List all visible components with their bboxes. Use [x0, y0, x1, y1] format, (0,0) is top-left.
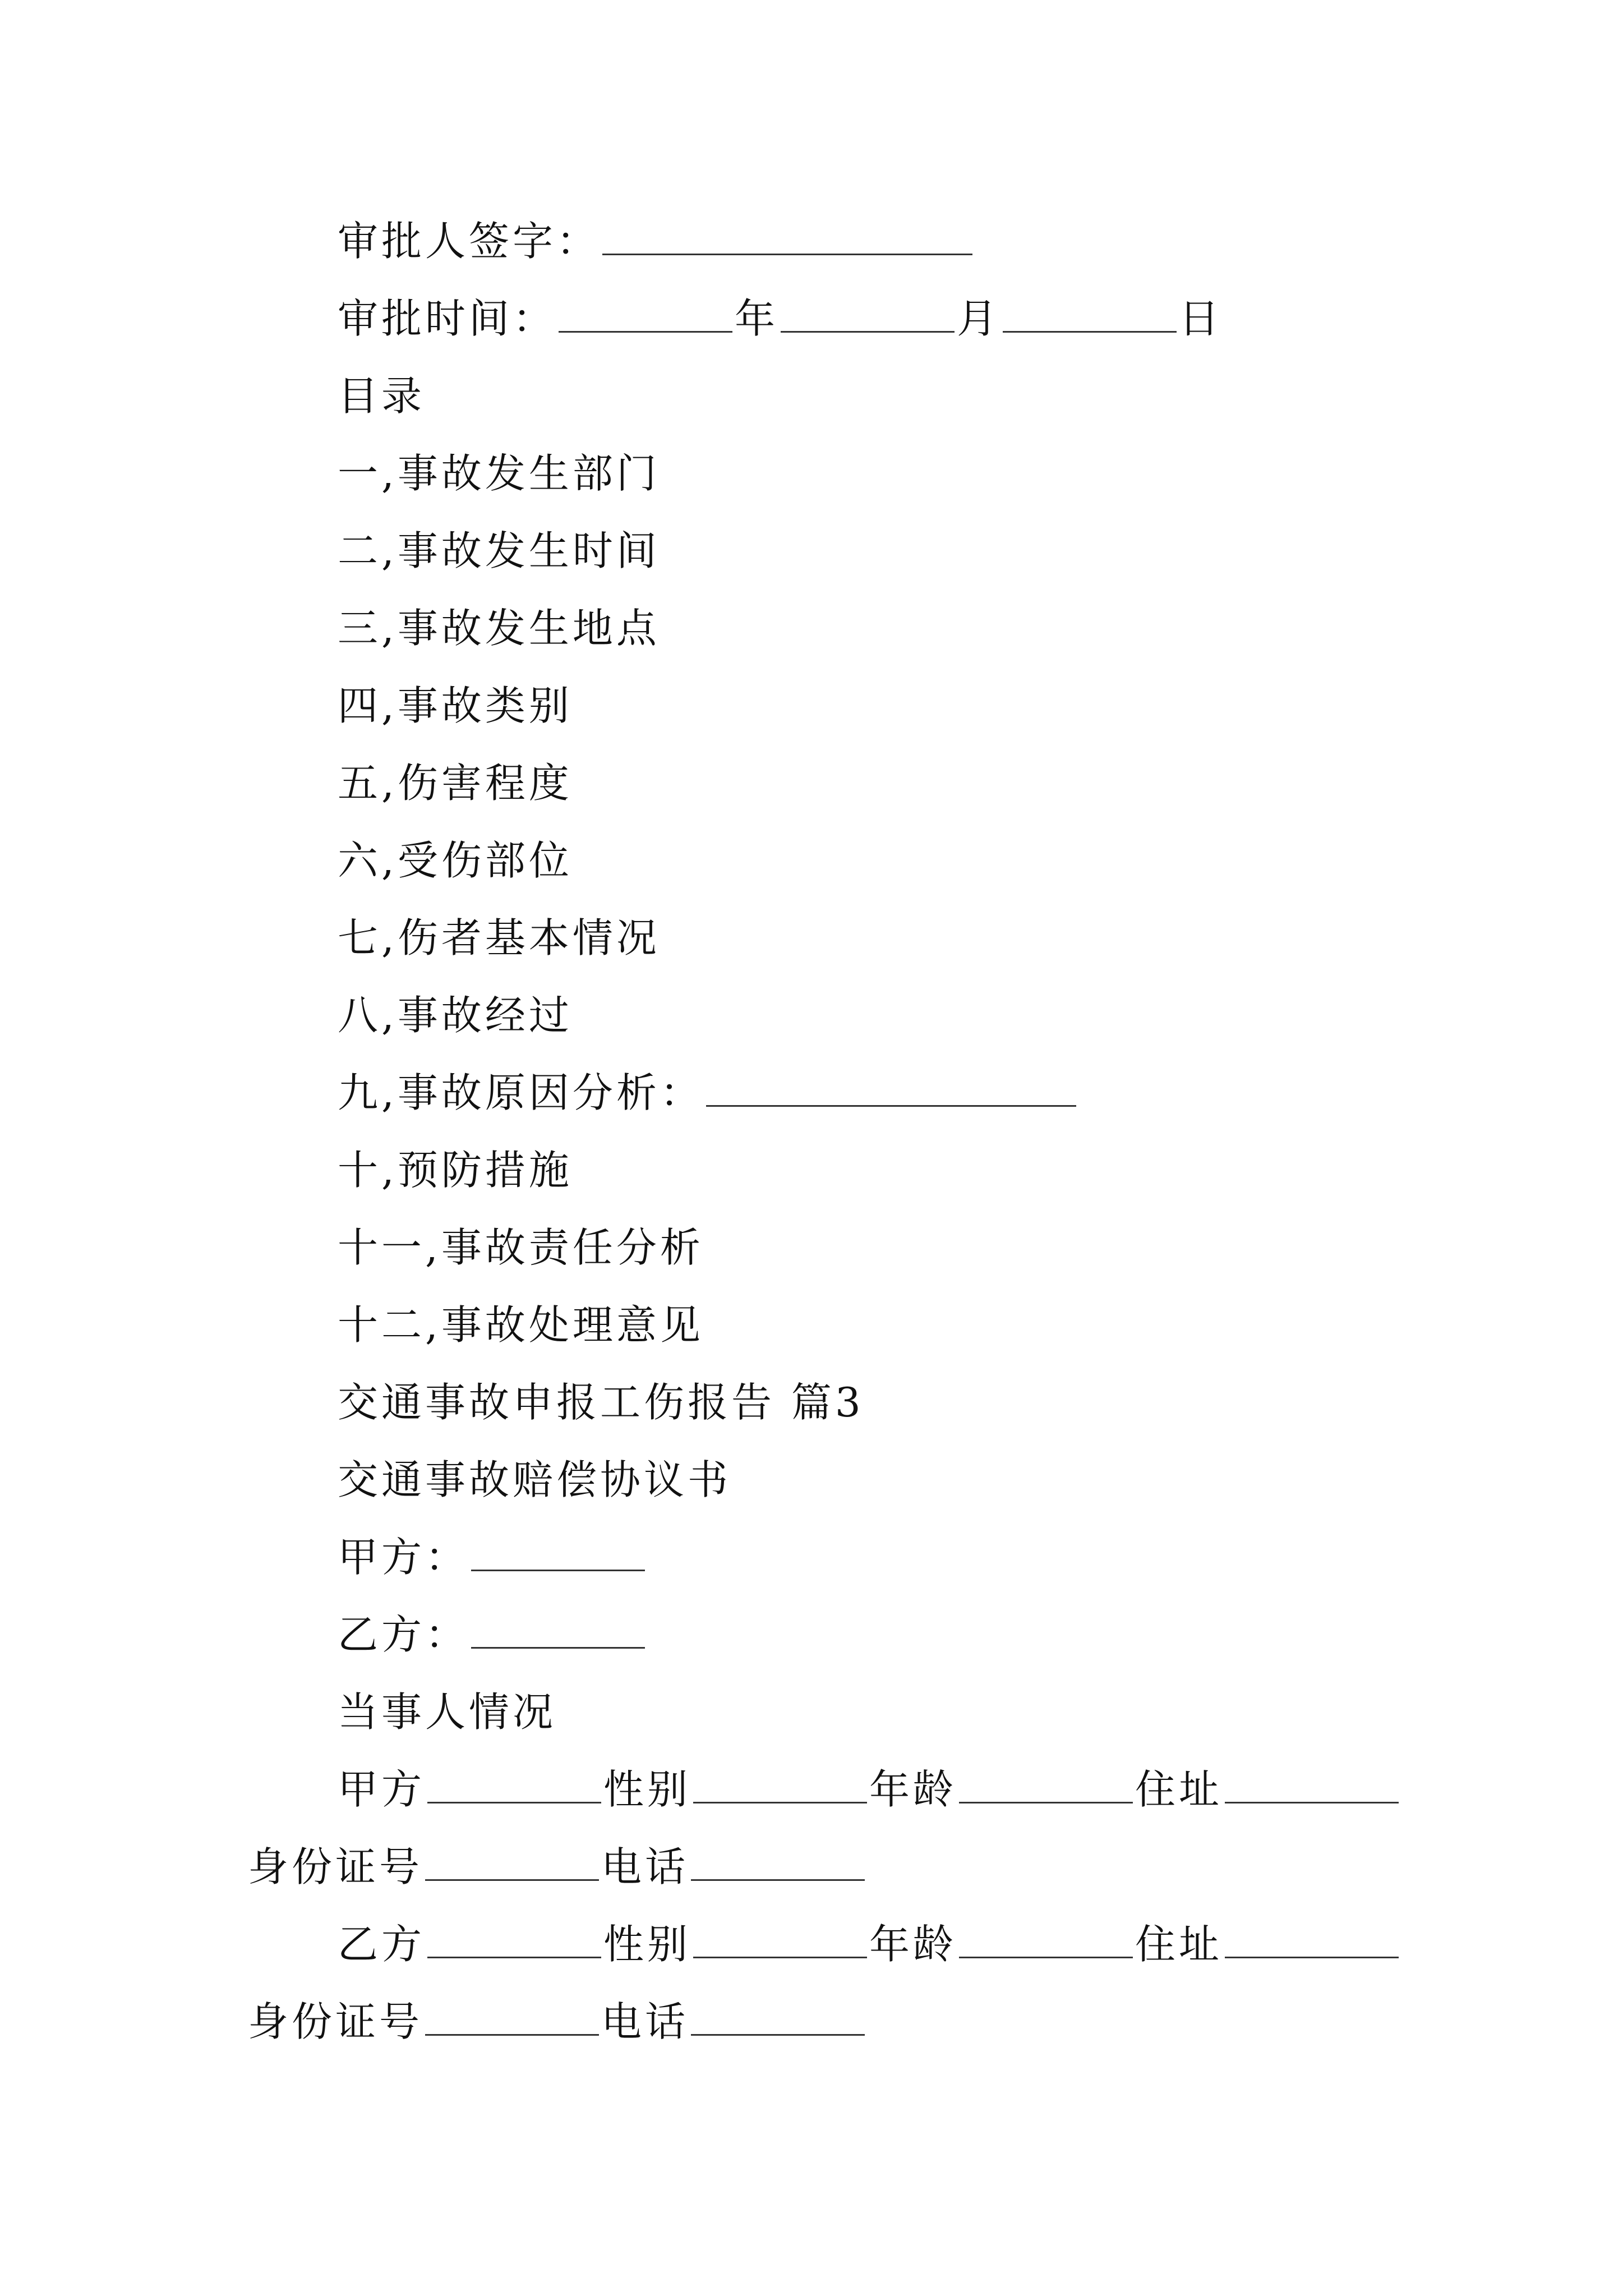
- party-b-id-row: [248, 1994, 867, 2050]
- party-a-label: 甲方：: [338, 1534, 469, 1581]
- toc-item: 十二,事故处理意见: [338, 1301, 704, 1349]
- party-b-id-blank[interactable]: [425, 1998, 599, 2036]
- gender-label: 性别: [603, 1766, 691, 1813]
- party-a-gender-blank[interactable]: [693, 1766, 867, 1803]
- toc-item: 八,事故经过: [338, 992, 573, 1039]
- age-label: 年龄: [869, 1766, 957, 1813]
- party-b-name-blank[interactable]: [427, 1921, 601, 1958]
- party-b-label: 乙方：: [338, 1611, 469, 1658]
- party-a-details-row: [338, 1761, 1401, 1818]
- party-b-phone-blank[interactable]: [691, 1998, 865, 2036]
- toc-item: 二,事故发生时间: [338, 527, 660, 574]
- party-b-line: [338, 1607, 647, 1663]
- toc-item: 十,预防措施: [338, 1147, 573, 1194]
- cause-analysis-blank[interactable]: [706, 1069, 1076, 1107]
- phone-label: 电话: [601, 1998, 689, 2045]
- party-a-name-blank[interactable]: [427, 1766, 601, 1803]
- party-b-gender-blank[interactable]: [693, 1921, 867, 1958]
- id-number-label: 身份证号: [248, 1998, 423, 2045]
- approval-signer-label: 审批人签字：: [338, 218, 601, 265]
- party-a-id-blank[interactable]: [425, 1843, 599, 1881]
- signature-blank[interactable]: [602, 218, 972, 255]
- approval-time-line: [338, 291, 1223, 347]
- day-blank[interactable]: [1003, 295, 1177, 333]
- day-label: 日: [1179, 295, 1223, 342]
- party-b-name-label: 乙方: [338, 1921, 426, 1968]
- toc-title: 目录: [338, 372, 426, 420]
- address-label: 住址: [1135, 1921, 1223, 1968]
- month-label: 月: [957, 295, 1001, 342]
- party-a-blank[interactable]: [471, 1534, 645, 1571]
- toc-item: 一,事故发生部门: [338, 450, 660, 497]
- month-blank[interactable]: [781, 295, 955, 333]
- party-a-address-blank[interactable]: [1225, 1766, 1399, 1803]
- section-heading: 交通事故申报工伤报告 篇3: [338, 1379, 864, 1426]
- toc-item: 十一,事故责任分析: [338, 1224, 704, 1271]
- party-a-name-label: 甲方: [338, 1766, 426, 1813]
- party-a-id-row: [248, 1839, 867, 1895]
- age-label: 年龄: [869, 1921, 957, 1968]
- party-a-phone-blank[interactable]: [691, 1843, 865, 1881]
- party-a-age-blank[interactable]: [959, 1766, 1133, 1803]
- approval-signer-line: [338, 213, 975, 269]
- toc-item: 五,伤害程度: [338, 760, 573, 807]
- address-label: 住址: [1135, 1766, 1223, 1813]
- toc-item: 六,受伤部位: [338, 837, 573, 884]
- parties-heading: 当事人情况: [338, 1688, 557, 1736]
- party-b-details-row: [338, 1916, 1401, 1972]
- party-b-age-blank[interactable]: [959, 1921, 1133, 1958]
- party-b-blank[interactable]: [471, 1611, 645, 1649]
- year-label: 年: [735, 295, 779, 342]
- year-blank[interactable]: [559, 295, 732, 333]
- gender-label: 性别: [603, 1921, 691, 1968]
- phone-label: 电话: [601, 1843, 689, 1890]
- party-b-address-blank[interactable]: [1225, 1921, 1399, 1958]
- approval-time-label: 审批时间：: [338, 295, 557, 342]
- agreement-title: 交通事故赔偿协议书: [338, 1456, 732, 1503]
- toc-item: 三,事故发生地点: [338, 605, 660, 652]
- id-number-label: 身份证号: [248, 1843, 423, 1890]
- toc-item: 四,事故类别: [338, 682, 573, 729]
- toc-item-with-blank: [338, 1065, 1078, 1121]
- toc-item: 七,伤者基本情况: [338, 914, 660, 961]
- party-a-line: [338, 1529, 647, 1585]
- toc-item-label: 九,事故原因分析：: [338, 1069, 704, 1116]
